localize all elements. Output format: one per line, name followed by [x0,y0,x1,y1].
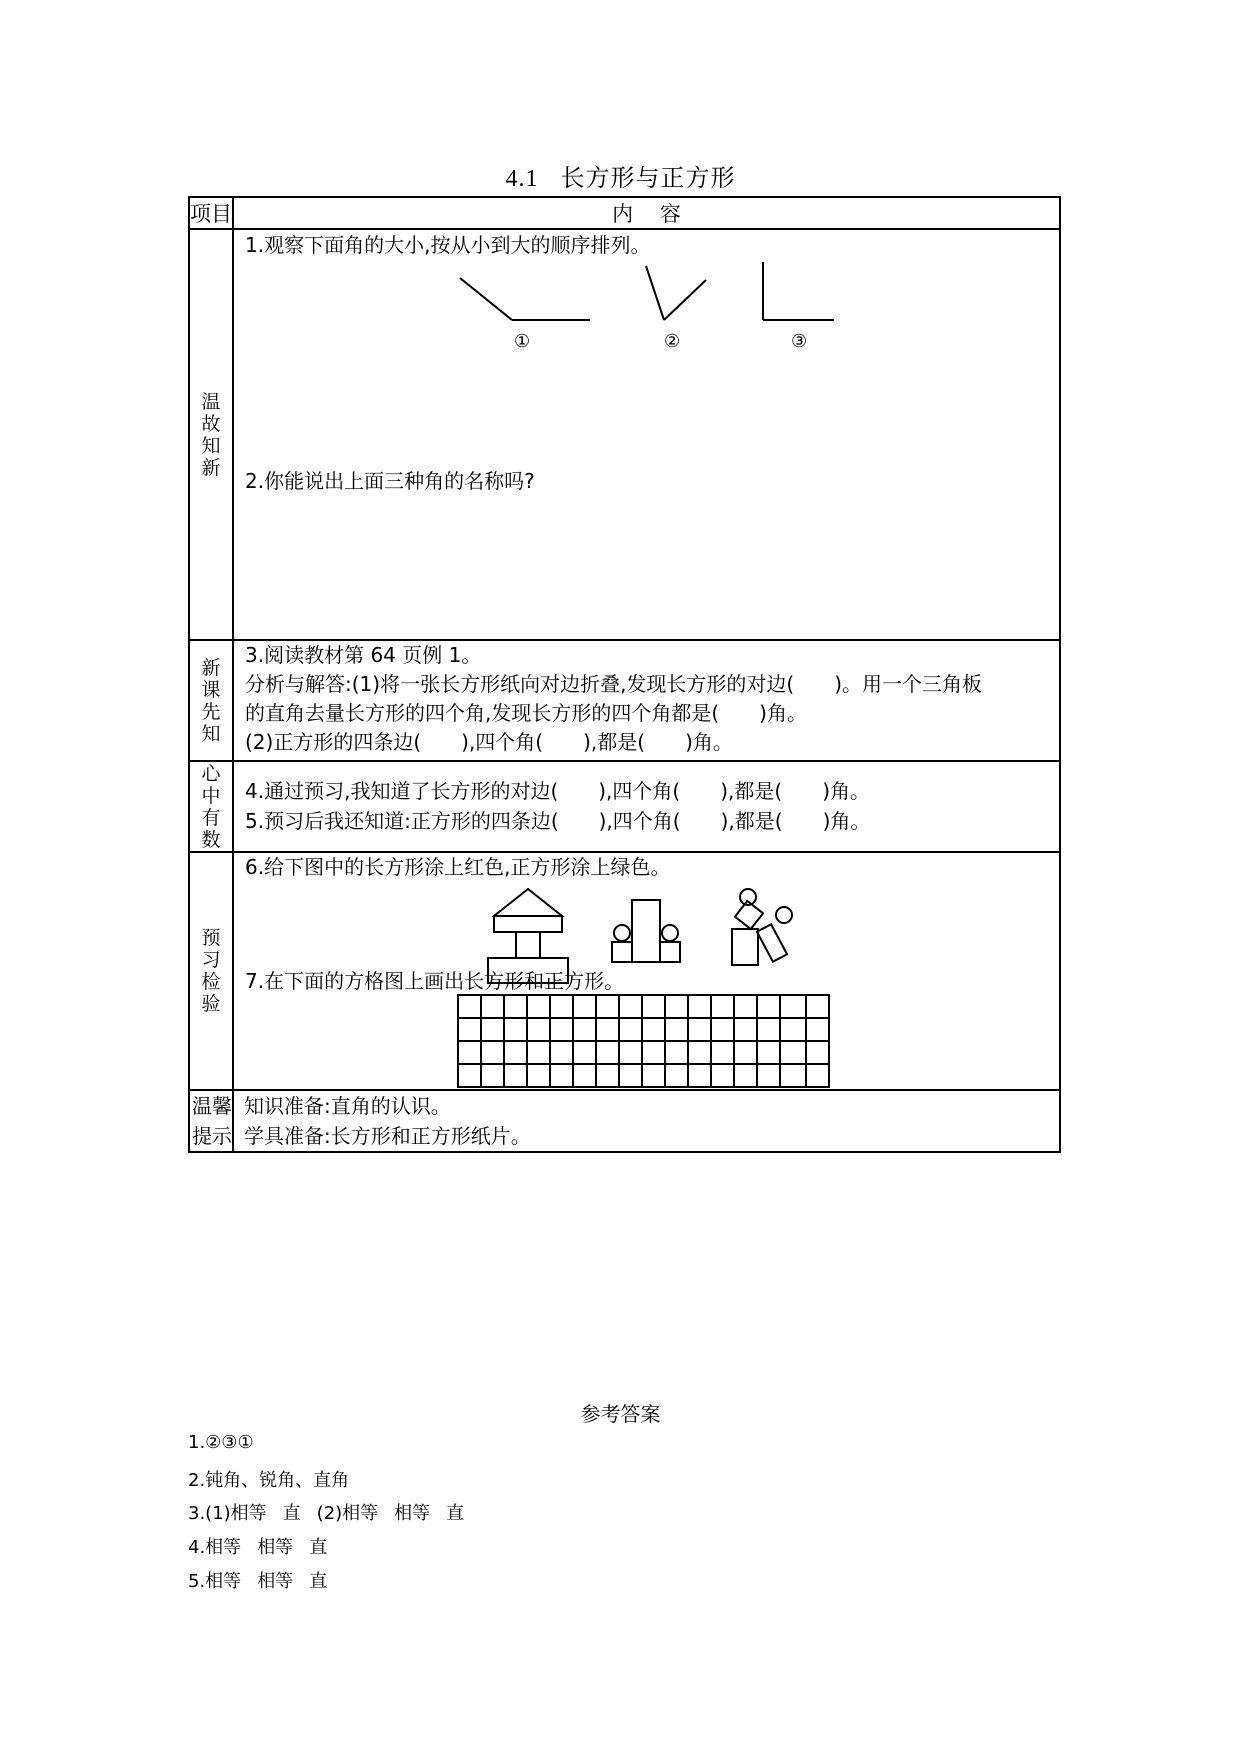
grid-figure [234,853,1059,1089]
angle-1-label: ① [514,331,531,352]
lesson-title: 长方形与正方形 [560,164,736,192]
angle-3-label: ③ [791,331,808,352]
section-label-test: 预习检验 [189,852,233,1090]
section-label-review: 温故知新 [189,229,233,640]
worksheet-table [188,196,1061,1153]
section-label-tips: 温馨提示 [189,1090,233,1152]
tip-tools: 学具准备:长方形和正方形纸片。 [244,1124,531,1148]
answer-5: 5.相等 相等 直 [188,1571,328,1592]
section-check [189,761,1060,852]
question-3-line2: 分析与解答:(1)将一张长方形纸向对边折叠,发现长方形的对边( )。用一个三角板 [245,672,983,696]
answer-4: 4.相等 相等 直 [188,1537,328,1558]
answer-2: 2.钝角、锐角、直角 [188,1470,350,1491]
section-test-content [233,852,1060,1090]
question-3-line4: (2)正方形的四条边( ),四个角( ),都是( )角。 [245,730,733,754]
section-label-preview: 新课先知 [189,640,233,761]
section-tips [189,1090,1060,1152]
section-review [189,229,1060,640]
section-review-content [233,229,1060,640]
square-grid [458,995,829,1087]
angle-1-figure [460,278,590,320]
answers-title: 参考答案 [580,1402,661,1426]
question-3-title: 3.阅读教材第 64 页例 1。 [245,643,482,667]
page-title [0,158,1241,193]
angle-2-figure [646,266,706,320]
section-label-check: 心中有数 [189,761,233,852]
angle-3-figure [763,262,834,320]
table-header-row [189,197,1060,229]
section-preview [189,640,1060,761]
answer-1: 1.②③① [188,1432,254,1453]
header-content: 内 容 [233,197,1060,229]
question-2: 2.你能说出上面三种角的名称吗? [245,469,535,493]
answer-3: 3.(1)相等 直 (2)相等 相等 直 [188,1503,465,1524]
question-3-line3: 的直角去量长方形的四个角,发现长方形的四个角都是( )角。 [245,701,807,725]
question-4: 4.通过预习,我知道了长方形的对边( ),四个角( ),都是( )角。 [245,779,870,803]
angle-figures [234,230,1059,370]
question-5: 5.预习后我还知道:正方形的四条边( ),四个角( ),都是( )角。 [245,809,871,833]
header-item: 项目 [189,197,233,229]
lesson-number: 4.1 [505,166,539,192]
question-1: 1.观察下面角的大小,按从小到大的顺序排列。 [245,233,651,257]
tip-knowledge: 知识准备:直角的认识。 [244,1094,451,1118]
section-test [189,852,1060,1090]
section-tips-content [233,1090,1060,1152]
section-preview-content [233,640,1060,761]
angle-2-label: ② [664,331,681,352]
question-7: 7.在下面的方格图上画出长方形和正方形。 [245,969,625,993]
question-6: 6.给下图中的长方形涂上红色,正方形涂上绿色。 [245,855,671,879]
section-check-content [233,761,1060,852]
